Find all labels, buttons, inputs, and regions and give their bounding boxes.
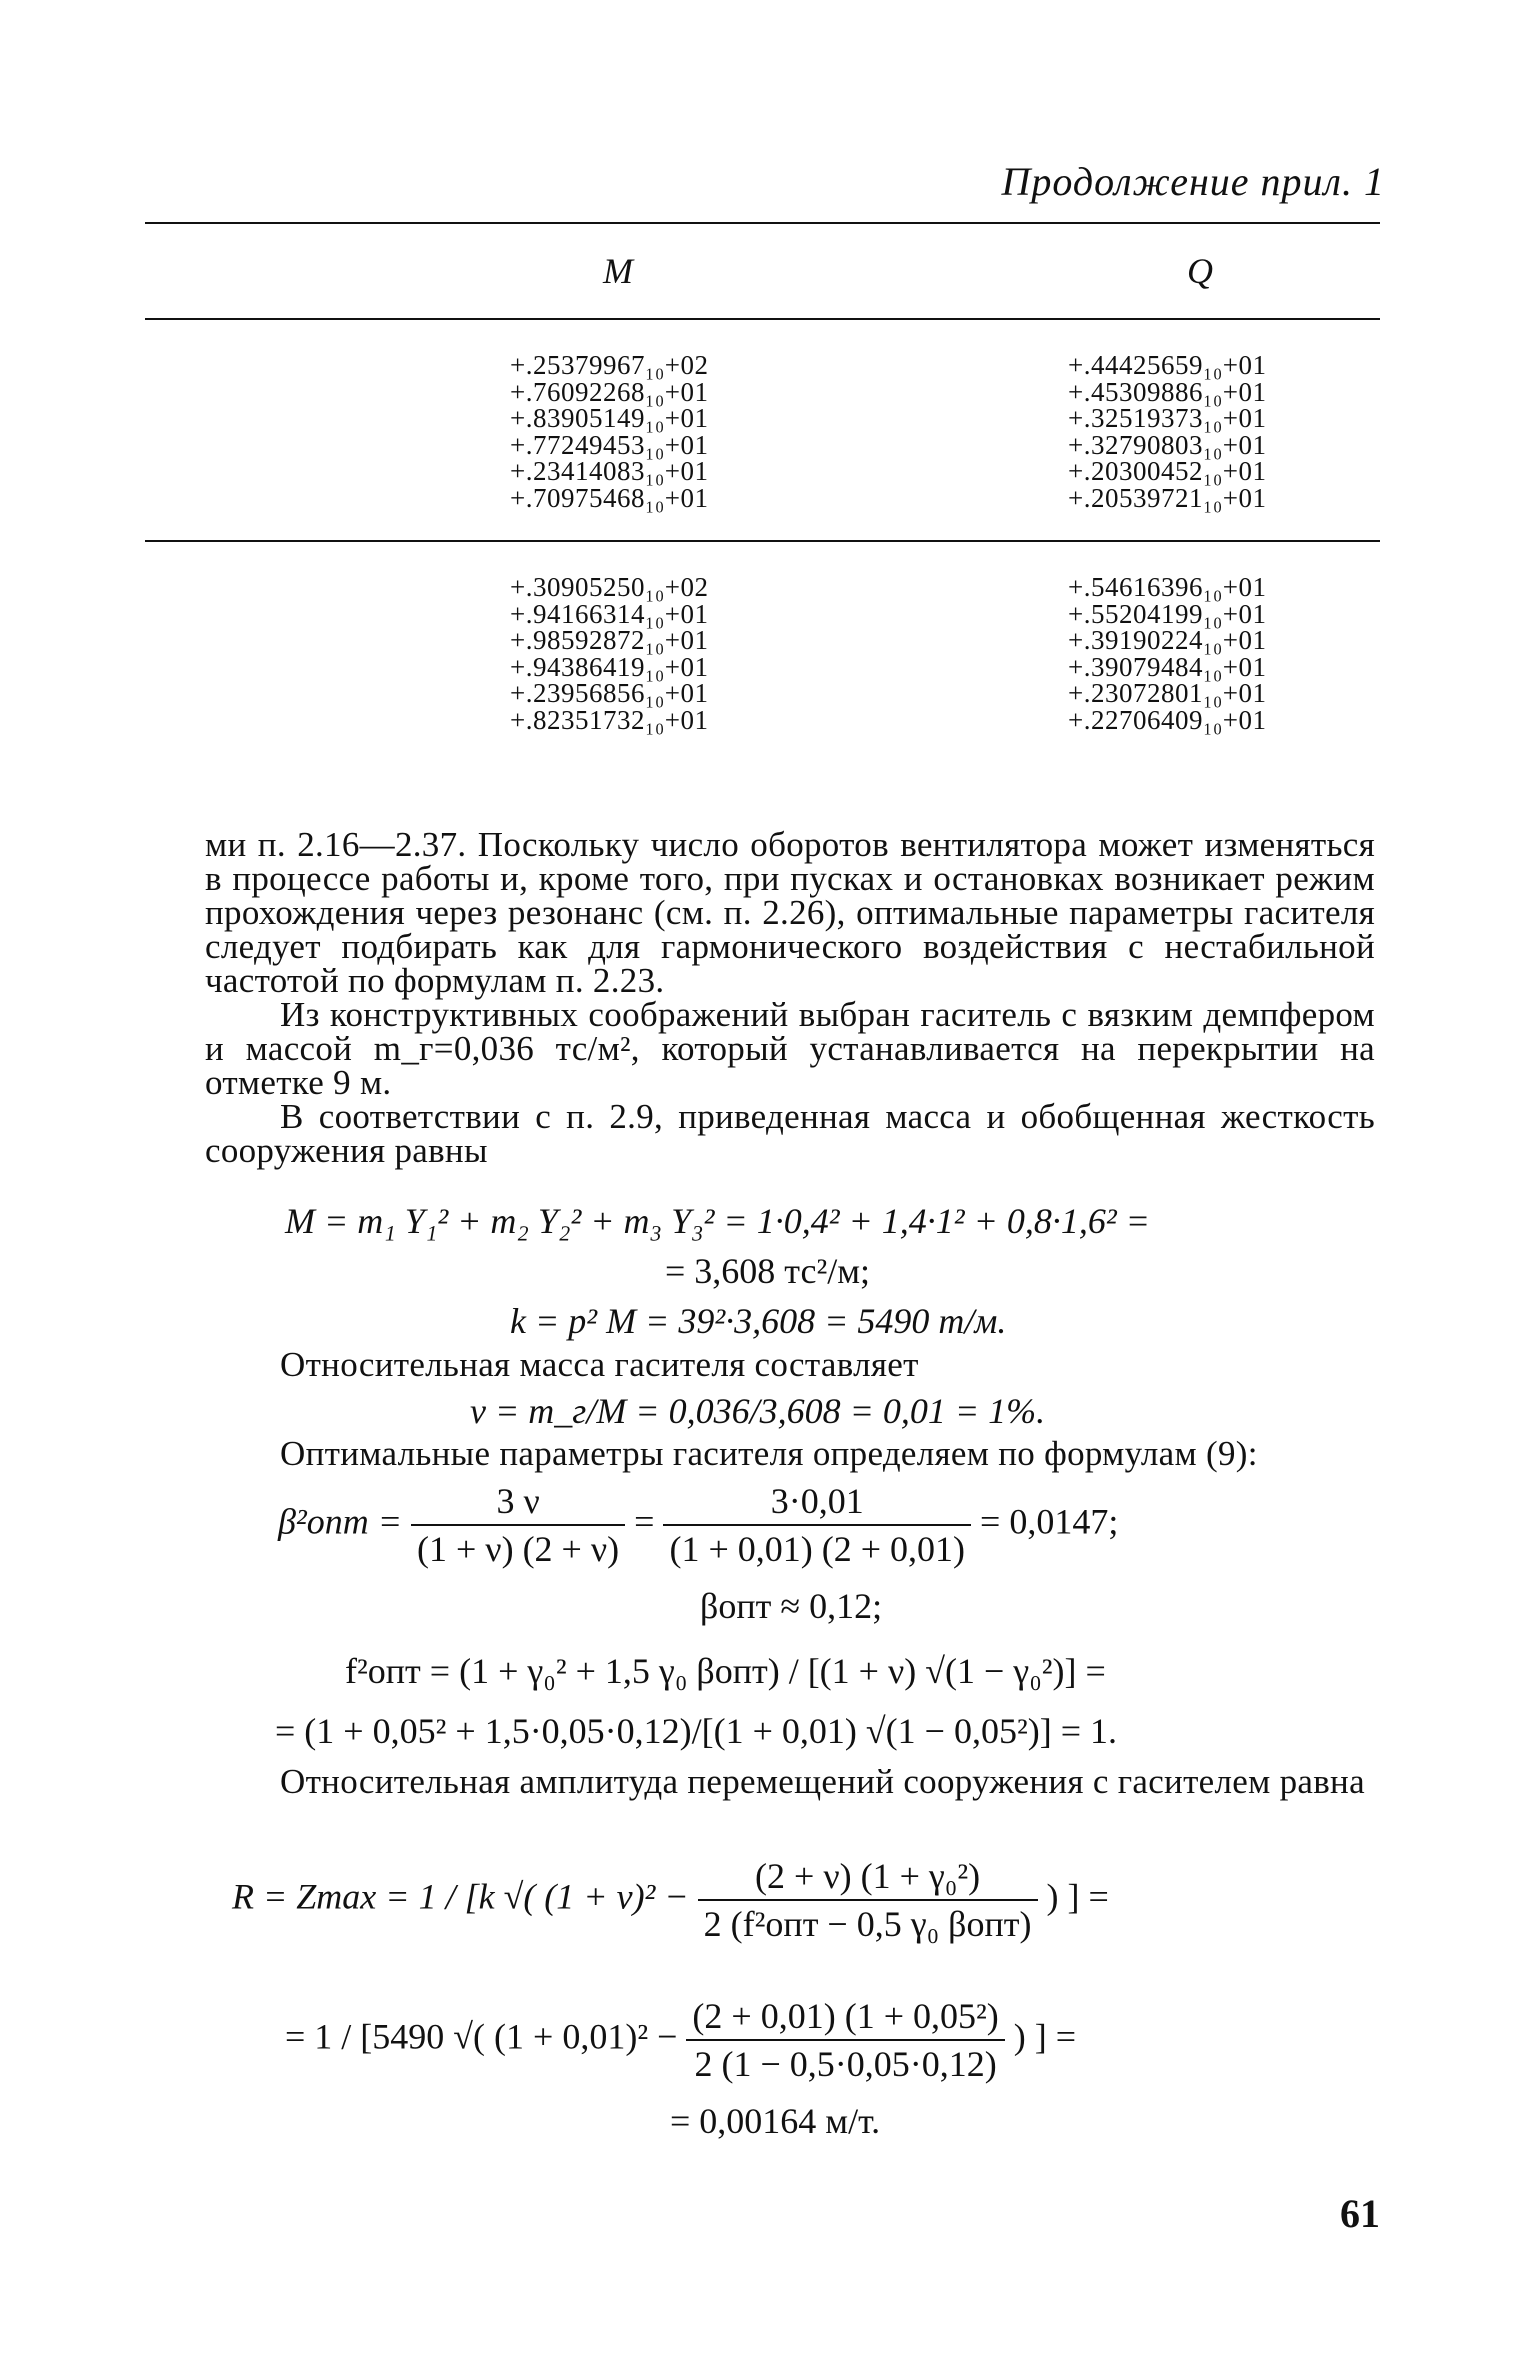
R-fraction [698,1855,1038,1945]
R-denominator: 2 (f²опт − 0,5 γ₀ βопт) [703,1904,1032,1944]
paragraph-damper: Из конструктивных соображений выбран гаситель с вязким демпфером и массой m_г=0,036 тс/м², который устанавливается на перекрытии на отметке 9 м. [205,995,1375,1102]
R-numerator: (2 + ν) (1 + γ₀²) [698,1855,1038,1901]
beta-result: = 0,0147; [980,1501,1119,1542]
table-cell: +.76092268₁₀+01 [510,376,709,407]
beta-denominator-2: (1 + 0,01) (2 + 0,01) [669,1529,966,1569]
equation-R-numeric [285,1995,1076,2085]
table-group-separator [145,540,1380,542]
table-cell: +.82351732₁₀+01 [510,704,709,735]
body-text [205,825,1375,1170]
table-cell: +.22706409₁₀+01 [1068,704,1267,735]
table-cell: +.20539721₁₀+01 [1068,482,1267,513]
R2-fraction [686,1995,1004,2085]
table-cell: +.94166314₁₀+01 [510,598,709,629]
R-rhs: ) ] = [1046,1876,1109,1917]
running-title: Продолжение прил. 1 [1001,159,1385,204]
table-cell: +.94386419₁₀+01 [510,651,709,682]
equation-mass-line1: M = m₁ Y₁² + m₂ Y₂² + m₃ Y₃² = 1·0,4² + 1,4·1² + 0,8·1,6² = [285,1201,1150,1241]
table-cell: +.83905149₁₀+01 [510,403,709,433]
paragraph-relative-mass: Относительная масса гасителя составляет [280,1345,919,1384]
table-cell: +.45309886₁₀+01 [1068,376,1267,407]
table-cell: +.44425659₁₀+01 [1068,350,1267,380]
equation-nu: ν = m_г/M = 0,036/3,608 = 0,01 = 1%. [470,1391,1046,1431]
paragraph-amplitude: Относительная амплитуда перемещений сооружения с гасителем равна [280,1762,1365,1801]
table-cell: +.32790803₁₀+01 [1068,429,1267,460]
table-top-rule [145,222,1380,224]
equation-mass-line2: = 3,608 тс²/м; [665,1251,871,1291]
table-cell: +.77249453₁₀+01 [510,429,709,460]
equation-stiffness: k = p² M = 39²·3,608 = 5490 т/м. [510,1301,1007,1341]
R2-denominator: 2 (1 − 0,5·0,05·0,12) [694,2044,997,2084]
table-group1-q [1068,352,1267,511]
beta-equals: = [634,1501,655,1542]
table-cell: +.55204199₁₀+01 [1068,598,1267,629]
equation-f-line1: f²опт = (1 + γ₀² + 1,5 γ₀ βопт) / [(1 + ν) √(1 − γ₀²)] = [345,1651,1106,1691]
beta-fraction-2 [663,1480,971,1570]
table-cell: +.32519373₁₀+01 [1068,403,1267,433]
column-header-q: Q [1187,251,1213,291]
equation-beta [278,1480,1118,1570]
equation-beta-approx: βопт ≈ 0,12; [700,1586,883,1626]
table-cell: +.54616396₁₀+01 [1068,572,1267,602]
table-cell: +.39190224₁₀+01 [1068,625,1267,655]
paragraph-optimal-params: Оптимальные параметры гасителя определяем по формулам (9): [280,1434,1258,1473]
table-cell: +.23414083₁₀+01 [510,456,709,486]
beta-numerator-2: 3·0,01 [663,1480,971,1526]
table-group1-m [510,352,709,511]
paragraph-mass-stiffness: В соответствии с п. 2.9, приведенная масса и обобщенная жесткость сооружения равны [205,1097,1375,1170]
table-cell: +.39079484₁₀+01 [1068,651,1267,682]
table-cell: +.98592872₁₀+01 [510,625,709,655]
table-cell: +.23956856₁₀+01 [510,678,709,708]
equation-f-line2: = (1 + 0,05² + 1,5·0,05·0,12)/[(1 + 0,01) √(1 − 0,05²)] = 1. [275,1711,1118,1751]
table-group2-m [510,574,709,733]
column-header-m: M [603,251,633,291]
R-lhs: R = Zmax = 1 / [k √( (1 + ν)² − [232,1876,689,1917]
R2-rhs: ) ] = [1013,2016,1077,2057]
paragraph-continuation: ми п. 2.16—2.37. Поскольку число оборотов вентилятора может изменяться в процессе работы и, кроме того, при пусках и остановках возникает режим прохождения через резонанс (см. п. 2.26), оптимальные параметры гасителя следует подбирать как для гармонического воздействия с нестабильной частотой по формулам п. 2.23. [205,825,1375,1000]
table-cell: +.30905250₁₀+02 [510,572,709,602]
beta-lhs: β²опт = [278,1501,403,1542]
beta-fraction-1 [411,1480,625,1570]
table-group2-q [1068,574,1267,733]
table-cell: +.23072801₁₀+01 [1068,678,1267,708]
page-number: 61 [1340,2191,1380,2236]
table-cell: +.25379967₁₀+02 [510,350,709,380]
R2-numerator: (2 + 0,01) (1 + 0,05²) [686,1995,1004,2041]
R2-lhs: = 1 / [5490 √( (1 + 0,01)² − [285,2016,678,2057]
table-cell: +.20300452₁₀+01 [1068,456,1267,486]
equation-R-general [232,1855,1109,1945]
beta-numerator-1: 3 ν [411,1480,625,1526]
table-header-rule [145,318,1380,320]
equation-R-result: = 0,00164 м/т. [670,2101,881,2141]
table-cell: +.70975468₁₀+01 [510,482,709,513]
beta-denominator-1: (1 + ν) (2 + ν) [417,1529,620,1569]
